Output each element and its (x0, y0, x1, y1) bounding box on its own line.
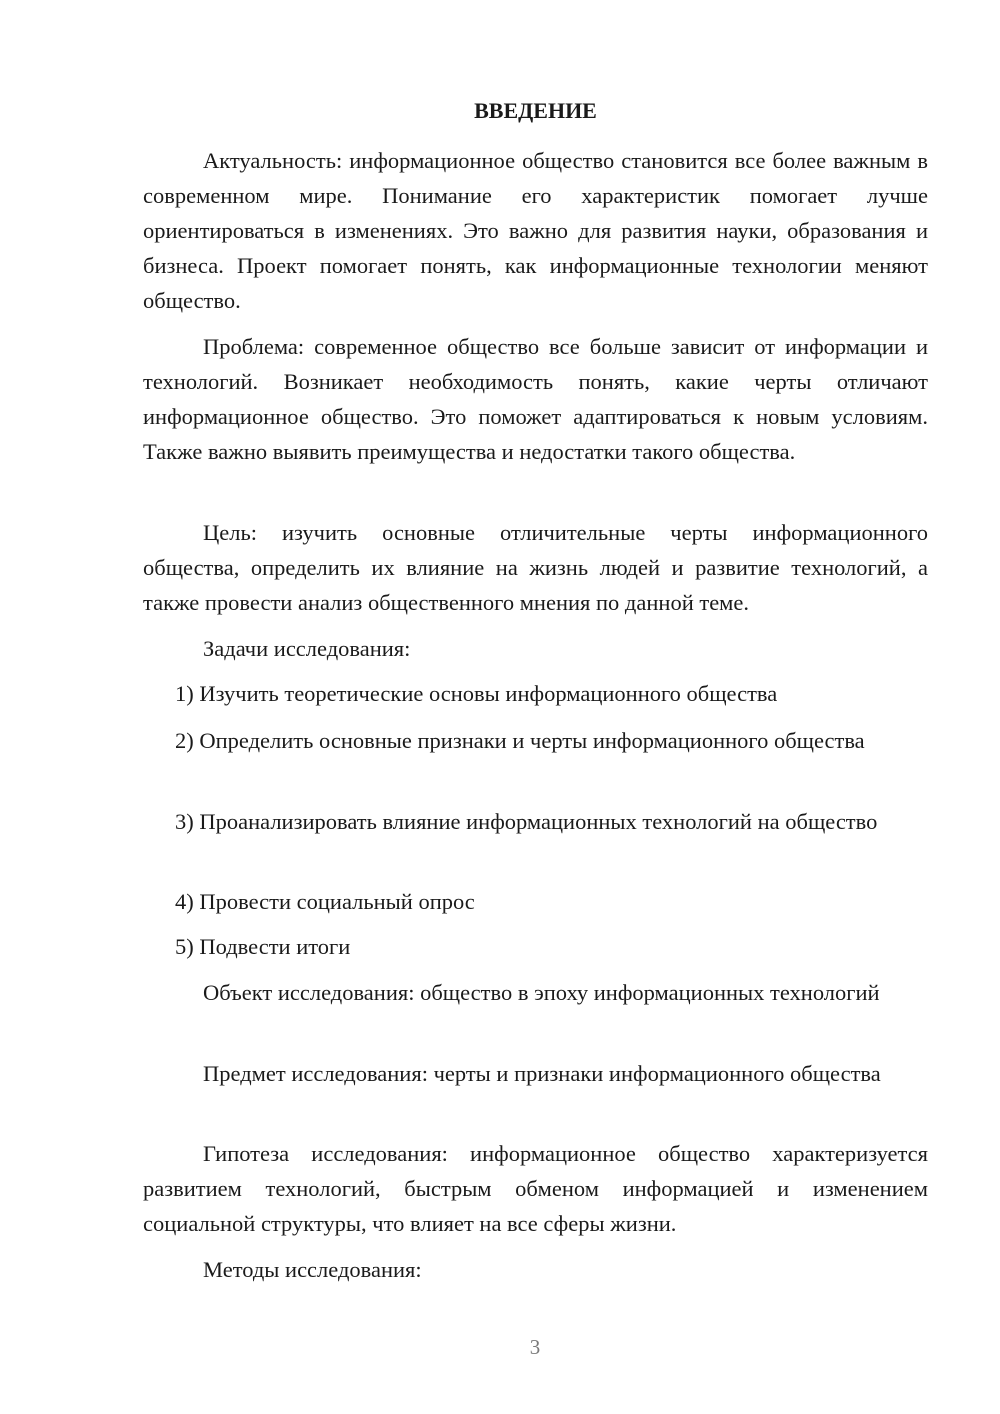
paragraph-object: Объект исследования: общество в эпоху информационных технологий (203, 980, 880, 1005)
task-item-1: 1) Изучить теоретические основы информационного общества (175, 681, 778, 706)
paragraph-relevance: Актуальность: информационное общество становится все более важным в современном мире. Понимание его характеристик помогает лучше ориентироваться в изменениях. Это важно для развития науки, образования и бизнеса. Проект помогает понять, как информационные технологии меняют общество. (143, 148, 928, 313)
document-page (143, 0, 928, 1414)
paragraph-problem: Проблема: современное общество все больше зависит от информации и технологий. Возникает необходимость понять, какие черты отличают информационное общество. Это поможет адаптироваться к новым условиям. Также важно выявить преимущества и недостатки такого общества. (143, 334, 928, 464)
paragraph-goal: Цель: изучить основные отличительные черты информационного общества, определить их влияние на жизнь людей и развитие технологий, а также провести анализ общественного мнения по данной теме. (143, 520, 928, 615)
page-number: 3 (529, 1335, 541, 1359)
paragraph-methods: Методы исследования: (203, 1257, 422, 1282)
task-item-5: 5) Подвести итоги (175, 934, 351, 959)
page-heading: ВВЕДЕНИЕ (474, 98, 597, 123)
paragraph-subject: Предмет исследования: черты и признаки информационного общества (203, 1061, 881, 1086)
paragraph-tasks-intro: Задачи исследования: (203, 636, 411, 661)
task-item-2: 2) Определить основные признаки и черты информационного общества (175, 728, 865, 753)
paragraph-hypothesis: Гипотеза исследования: информационное общество характеризуется развитием технологий, быстрым обменом информацией и изменением социальной структуры, что влияет на все сферы жизни. (143, 1141, 928, 1236)
task-item-4: 4) Провести социальный опрос (175, 889, 475, 914)
task-item-3: 3) Проанализировать влияние информационных технологий на общество (175, 809, 878, 834)
